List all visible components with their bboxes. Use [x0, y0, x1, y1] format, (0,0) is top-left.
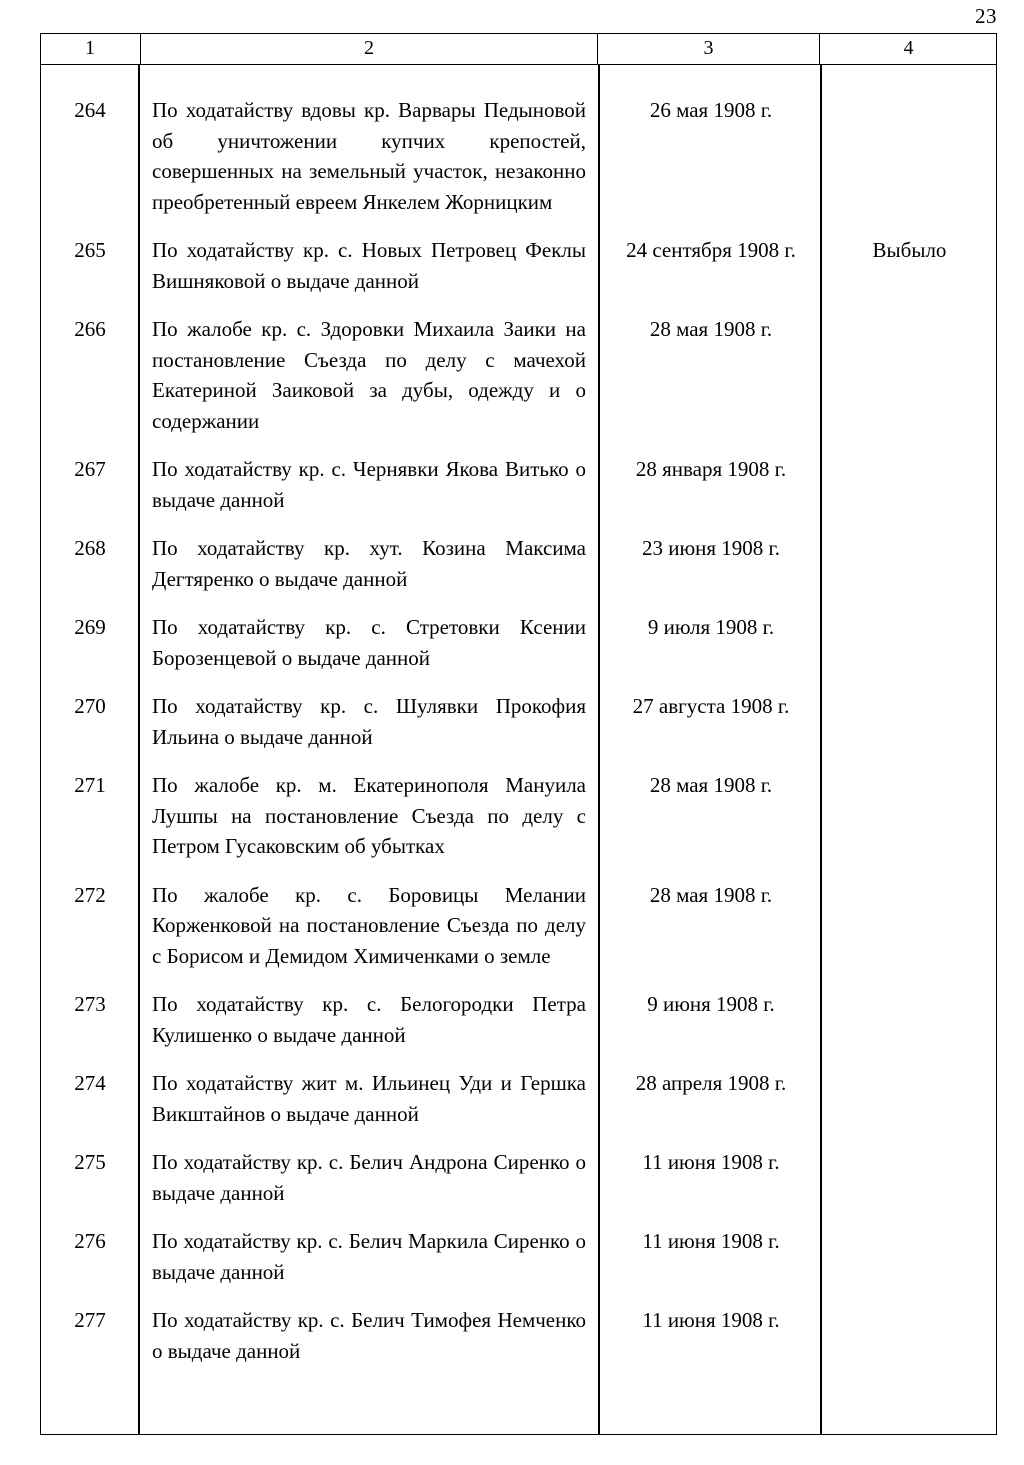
table-row	[40, 314, 997, 436]
row-number: 265	[74, 238, 106, 262]
row-description: По жалобе кр. м. Екатеринополя Мануила Лушпы на постановление Съезда по делу с Петром Гусаковским об убытках	[152, 773, 586, 858]
row-number: 272	[74, 882, 106, 907]
row-description: По ходатайству кр. с. Белич Маркила Сиренко о выдаче данной	[152, 1229, 586, 1284]
row-number: 273	[74, 992, 106, 1016]
row-number: 270	[74, 694, 106, 718]
row-number: 271	[74, 773, 106, 797]
row-description: По ходатайству кр. с. Стретовки Ксении Борозенцевой о выдаче данной	[152, 615, 586, 670]
row-description: По жалобе кр. с. Боровицы Мелании Корженковой на постановление Съезда по делу с Борисом и Демидом Химиченками о земле	[152, 882, 586, 968]
row-description: По ходатайству кр. с. Белогородки Петра Кулишенко о выдаче данной	[152, 992, 586, 1047]
row-number: 266	[74, 317, 106, 341]
table-row	[40, 612, 997, 673]
row-number: 277	[74, 1308, 106, 1332]
table-row	[40, 1147, 997, 1208]
table-row	[40, 1226, 997, 1287]
table-row	[40, 235, 997, 296]
row-number: 267	[74, 457, 106, 481]
row-date: 23 июня 1908 г.	[641, 536, 781, 560]
table-body	[40, 65, 997, 1366]
row-number: 275	[74, 1150, 106, 1174]
row-description: По ходатайству кр. с. Чернявки Якова Витько о выдаче данной	[152, 457, 586, 512]
table-row	[40, 454, 997, 515]
column-header-2: 2	[140, 33, 598, 64]
table-row	[40, 533, 997, 594]
row-number: 268	[74, 536, 106, 560]
row-description: По ходатайству кр. с. Новых Петровец Феклы Вишняковой о выдаче данной	[152, 238, 586, 293]
table-row	[40, 1068, 997, 1129]
row-description: По ходатайству кр. хут. Козина Максима Дегтяренко о выдаче данной	[152, 536, 586, 591]
column-header-3: 3	[598, 33, 820, 64]
row-description: По ходатайству кр. с. Белич Тимофея Немченко о выдаче данной	[152, 1308, 586, 1363]
row-note: Выбыло	[872, 238, 947, 262]
table-row	[40, 95, 997, 217]
row-date: 28 мая 1908 г.	[649, 882, 773, 907]
row-description: По жалобе кр. с. Здоровки Михаила Заики на постановление Съезда по делу с мачехой Екатериной Заиковой за дубы, одежду и о содержании	[152, 317, 586, 433]
column-header-4: 4	[903, 37, 914, 59]
row-date: 26 мая 1908 г.	[649, 98, 773, 122]
row-number: 269	[74, 615, 106, 639]
row-date: 28 января 1908 г.	[635, 457, 787, 481]
row-date: 11 июня 1908 г.	[642, 1150, 780, 1174]
table-row	[40, 770, 997, 862]
row-number: 276	[74, 1229, 106, 1253]
row-date: 11 июня 1908 г.	[642, 1308, 780, 1332]
table-row	[40, 1305, 997, 1366]
row-description: По ходатайству кр. с. Шулявки Прокофия Ильина о выдаче данной	[152, 694, 586, 749]
row-date: 28 апреля 1908 г.	[635, 1071, 787, 1095]
row-date: 11 июня 1908 г.	[642, 1229, 780, 1253]
table-row	[40, 880, 997, 972]
row-date: 9 июля 1908 г.	[647, 615, 775, 639]
table-row	[40, 691, 997, 752]
row-date: 9 июня 1908 г.	[647, 992, 775, 1016]
row-date: 24 сентября 1908 г.	[626, 238, 796, 262]
row-description: По ходатайству вдовы кр. Варвары Педыновой об уничтожении купчих крепостей, совершенных на земельный участок, незаконно преобретенный евреем Янкелем Жорницким	[152, 98, 586, 214]
table-row	[40, 989, 997, 1050]
table-header-row	[40, 33, 997, 65]
row-number: 274	[74, 1071, 106, 1095]
row-description: По ходатайству жит м. Ильинец Уди и Гершка Викштайнов о выдаче данной	[152, 1071, 586, 1126]
row-date: 28 мая 1908 г.	[649, 317, 773, 341]
page-number: 23	[975, 4, 997, 28]
column-header-1: 1	[85, 37, 95, 59]
row-number: 264	[74, 98, 106, 122]
row-description: По ходатайству кр. с. Белич Андрона Сиренко о выдаче данной	[152, 1150, 586, 1205]
row-date: 28 мая 1908 г.	[649, 773, 773, 797]
row-date: 27 августа 1908 г.	[632, 694, 790, 718]
